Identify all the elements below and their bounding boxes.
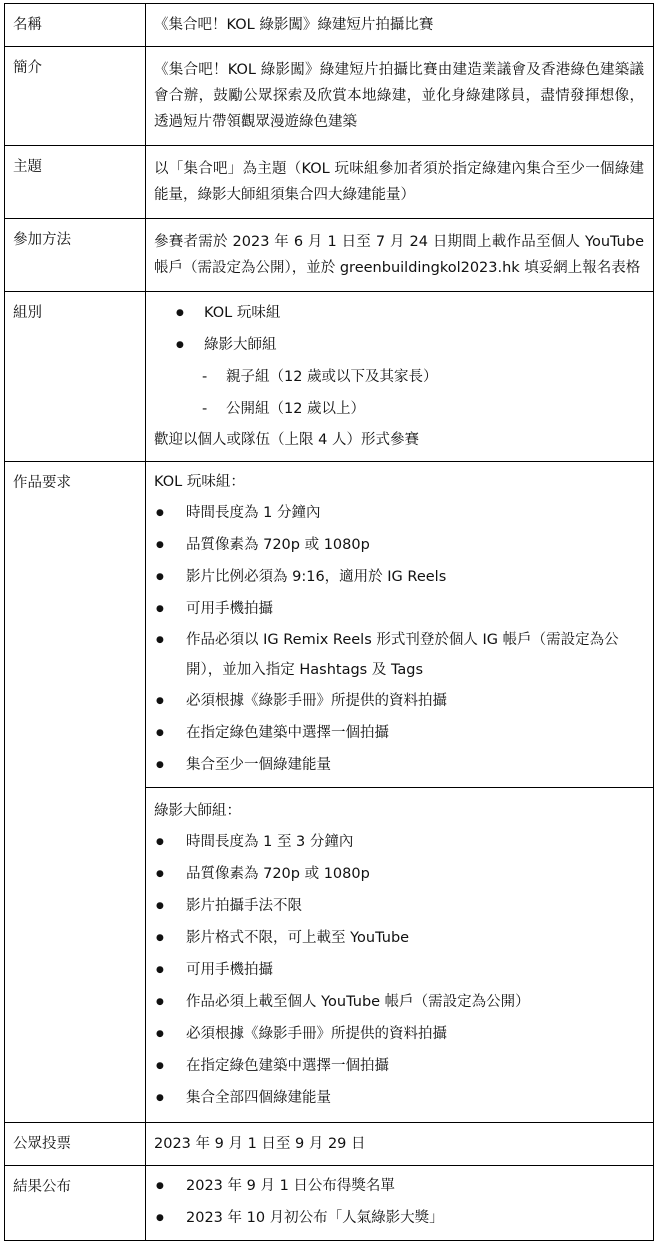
row-vote [5, 1123, 654, 1166]
list-item: ● 綠影大師組 [154, 329, 644, 361]
list-item: ● 集合全部四個綠建能量 [154, 1082, 644, 1114]
row-results [5, 1166, 654, 1241]
list-item: - 公開組（12 歲以上） [154, 393, 644, 425]
list-item: ● 2023 年 10 月初公布「人氣綠影大獎」 [154, 1202, 644, 1234]
value-vote: 2023 年 9 月 1 日至 9 月 29 日 [146, 1123, 654, 1166]
list-item: ● 必須根據《綠影手冊》所提供的資料拍攝 [154, 685, 644, 717]
label-theme: 主題 [5, 146, 146, 219]
list-item: ● 時間長度為 1 至 3 分鐘內 [154, 826, 644, 858]
row-groups [5, 292, 654, 462]
value-requirements-master [146, 788, 654, 1123]
list-item: ● 品質像素為 720p 或 1080p [154, 858, 644, 890]
list-item: ● 影片比例必須為 9:16，適用於 IG Reels [154, 561, 644, 593]
list-item: ● 2023 年 9 月 1 日公布得獎名單 [154, 1170, 644, 1202]
row-method [5, 219, 654, 292]
list-item: ● 必須根據《綠影手冊》所提供的資料拍攝 [154, 1018, 644, 1050]
row-requirements-kol [5, 462, 654, 788]
list-item: - 親子組（12 歲或以下及其家長） [154, 361, 644, 393]
row-theme [5, 146, 654, 219]
value-name: 《集合吧！KOL 綠影闖》綠建短片拍攝比賽 [146, 4, 654, 47]
list-item: ● 作品必須上載至個人 YouTube 帳戶（需設定為公開） [154, 986, 644, 1018]
label-results: 結果公布 [5, 1166, 146, 1241]
value-intro: 《集合吧！KOL 綠影闖》綠建短片拍攝比賽由建造業議會及香港綠色建築議會合辦，鼓勵公眾探索及欣賞本地綠建，並化身綠建隊員，盡情發揮想像，透過短片帶領觀眾漫遊綠色建築 [146, 47, 654, 146]
label-intro: 簡介 [5, 47, 146, 146]
competition-info-table [4, 3, 654, 1241]
value-groups [146, 292, 654, 462]
kol-list [154, 497, 644, 781]
row-name [5, 4, 654, 47]
master-title: 綠影大師組： [154, 803, 241, 819]
master-list [154, 826, 644, 1114]
value-requirements-kol [146, 462, 654, 788]
groups-sublist [154, 361, 644, 425]
list-item: ● 可用手機拍攝 [154, 954, 644, 986]
value-theme: 以「集合吧」為主題（KOL 玩味組參加者須於指定綠建內集合至少一個綠建能量，綠影大師組須集合四大綠建能量） [146, 146, 654, 219]
list-item: ● 可用手機拍攝 [154, 593, 644, 625]
label-groups: 組別 [5, 292, 146, 462]
list-item: ● 影片格式不限，可上載至 YouTube [154, 922, 644, 954]
row-intro [5, 47, 654, 146]
list-item: ● 集合至少一個綠建能量 [154, 749, 644, 781]
groups-list [154, 297, 644, 361]
list-item: ● 在指定綠色建築中選擇一個拍攝 [154, 1050, 644, 1082]
value-results [146, 1166, 654, 1241]
list-item: ● 作品必須以 IG Remix Reels 形式刊登於個人 IG 帳戶（需設定為公開），並加入指定 Hashtags 及 Tags [154, 625, 644, 685]
list-item: ● 時間長度為 1 分鐘內 [154, 497, 644, 529]
list-item: ● 品質像素為 720p 或 1080p [154, 529, 644, 561]
label-method: 參加方法 [5, 219, 146, 292]
label-name: 名稱 [5, 4, 146, 47]
label-requirements: 作品要求 [5, 462, 146, 1123]
value-method: 參賽者需於 2023 年 6 月 1 日至 7 月 24 日期間上載作品至個人 YouTube 帳戶（需設定為公開），並於 greenbuildingkol2023.hk 填妥網上報名表格 [146, 219, 654, 292]
groups-note: 歡迎以個人或隊伍（上限 4 人）形式參賽 [154, 432, 419, 448]
results-list [154, 1170, 644, 1234]
list-item: ● 在指定綠色建築中選擇一個拍攝 [154, 717, 644, 749]
kol-title: KOL 玩味組： [154, 474, 245, 490]
list-item: ● 影片拍攝手法不限 [154, 890, 644, 922]
label-vote: 公眾投票 [5, 1123, 146, 1166]
list-item: ● KOL 玩味組 [154, 297, 644, 329]
